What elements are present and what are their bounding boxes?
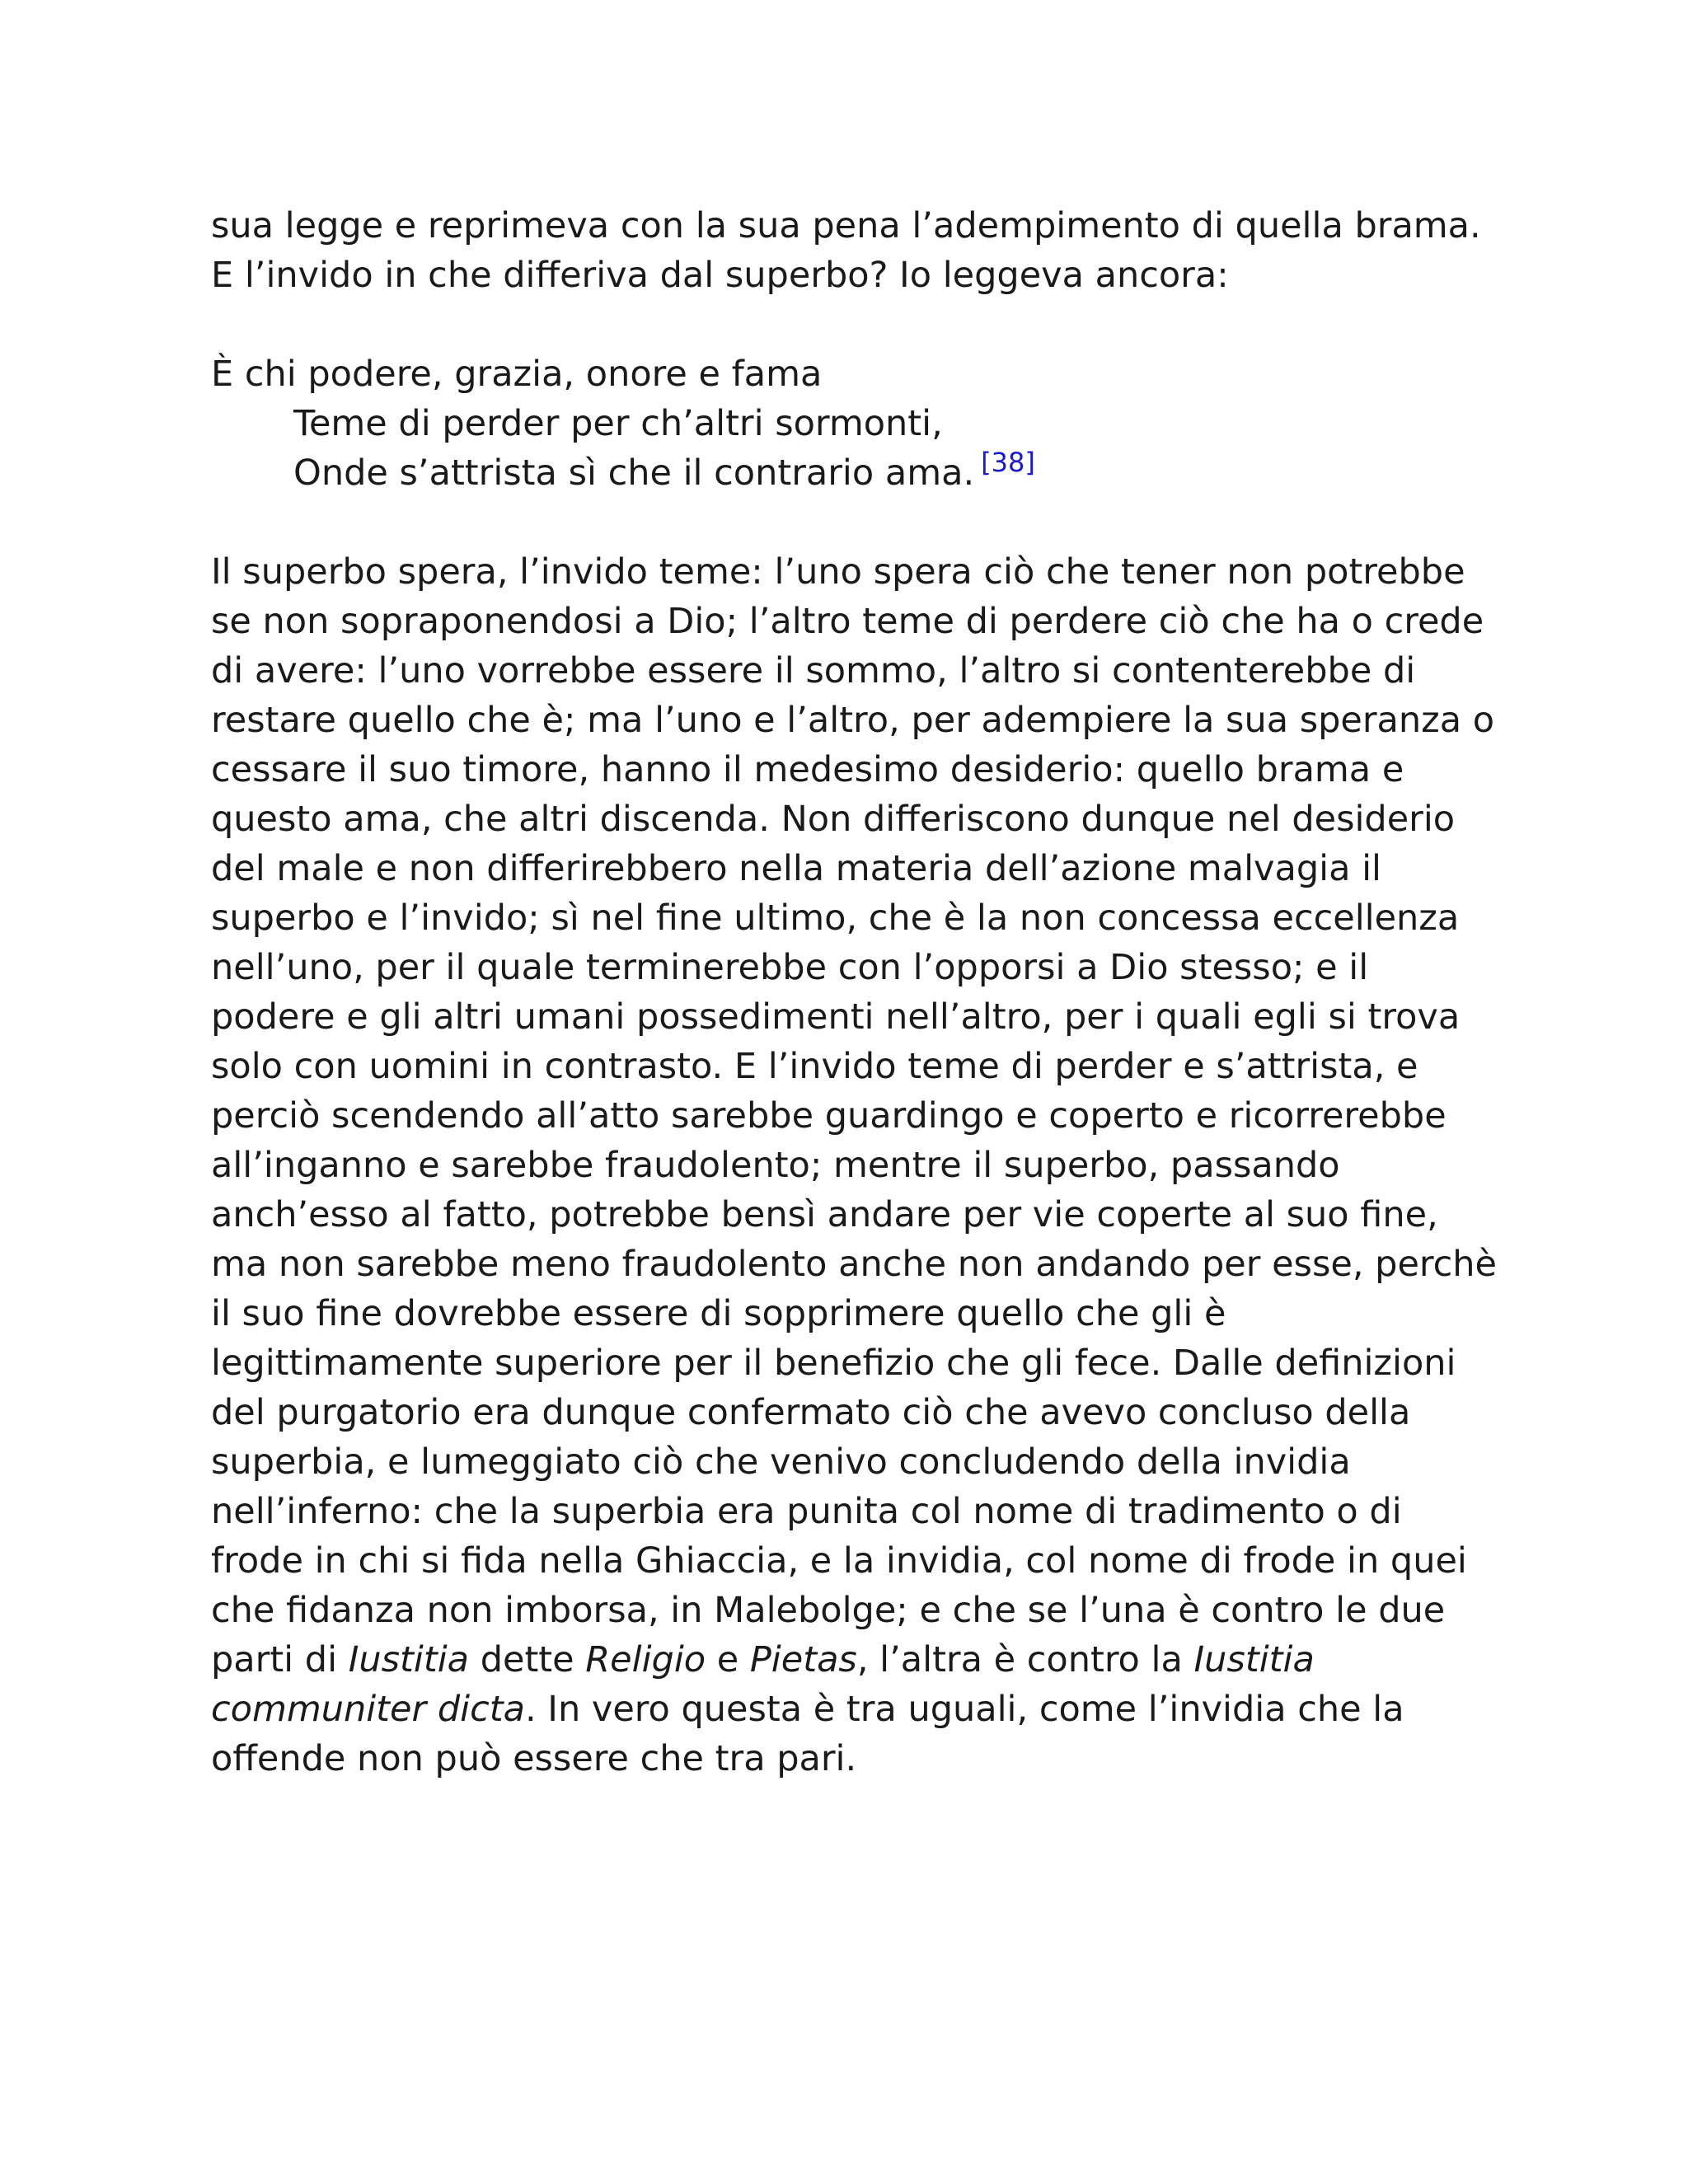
verse-line-3 (211, 448, 1497, 498)
italic-term: Iustitia (348, 1639, 470, 1680)
paragraph-intro: sua legge e reprimeva con la sua pena l’adempimento di quella brama. E l’invido in che differiva dal superbo? Io leggeva ancora: (211, 205, 1481, 296)
text-run: Il superbo spera, l’invido teme: l’uno spera ciò che tener non potrebbe se non sopraponendosi a Dio; l’altro teme di perdere ciò che ha o crede di avere: l’uno vorrebbe essere il sommo, l’altro si contenterebbe di restare quello che è; ma l’uno e l’altro, per adempiere la sua speranza o cessare il suo timore, hanno il medesimo desiderio: quello brama e questo ama, che altri discenda. Non differiscono dunque nel desiderio del male e non differirebbero nella materia dell’azione malvagia il superbo e l’invido; sì nel fine ultimo, che è la non concessa eccellenza nell’uno, per il quale terminerebbe con l’opporsi a Dio stesso; e il podere e gli altri umani possedimenti nell’altro, per i quali egli si trova solo con uomini in contrasto. E l’invido teme di perder e s’attrista, e perciò scendendo all’atto sarebbe guardingo e coperto e ricorrerebbe all’inganno e sarebbe fraudolento; mentre il superbo, passando anch’esso al fatto, potrebbe bensì andare per vie coperte al suo fine, ma non sarebbe meno fraudolento anche non andando per esse, perchè il suo fine dovrebbe essere di sopprimere quello che gli è legittimamente superiore per il benefizio che gli fece. Dalle definizioni del purgatorio era dunque confermato ciò che avevo concluso della superbia, e lumeggiato ciò che venivo concludendo della invidia nell’inferno: che la superbia era punita col nome di tradimento o di frode in chi si fida nella Ghiaccia, e la invidia, col nome di frode in quei che fidanza non imborsa, in Malebolge; e che se l’una è contro le due parti di (211, 551, 1497, 1680)
verse-line-3-text: Onde s’attrista sì che il contrario ama. (293, 452, 975, 494)
text-run: , l’altra è contro la (856, 1639, 1194, 1680)
text-run: dette (469, 1639, 586, 1680)
verse-line-1: È chi podere, grazia, onore e fama (211, 354, 823, 395)
verse-quote (211, 349, 1497, 498)
italic-term: Pietas (749, 1639, 857, 1680)
verse-line-2: Teme di perder per ch’altri sormonti, (293, 403, 943, 444)
paragraph-main (211, 547, 1497, 1783)
italic-term: Religio (585, 1639, 706, 1680)
text-run: . In vero questa è tra uguali, come l’invidia che la offende non può essere che tra pari. (211, 1689, 1404, 1779)
text-run: e (706, 1639, 750, 1680)
page-content (211, 201, 1497, 1783)
italic-term: Iustitia communiter dicta (211, 1639, 1315, 1730)
footnote-link-38[interactable]: [38] (981, 447, 1035, 478)
